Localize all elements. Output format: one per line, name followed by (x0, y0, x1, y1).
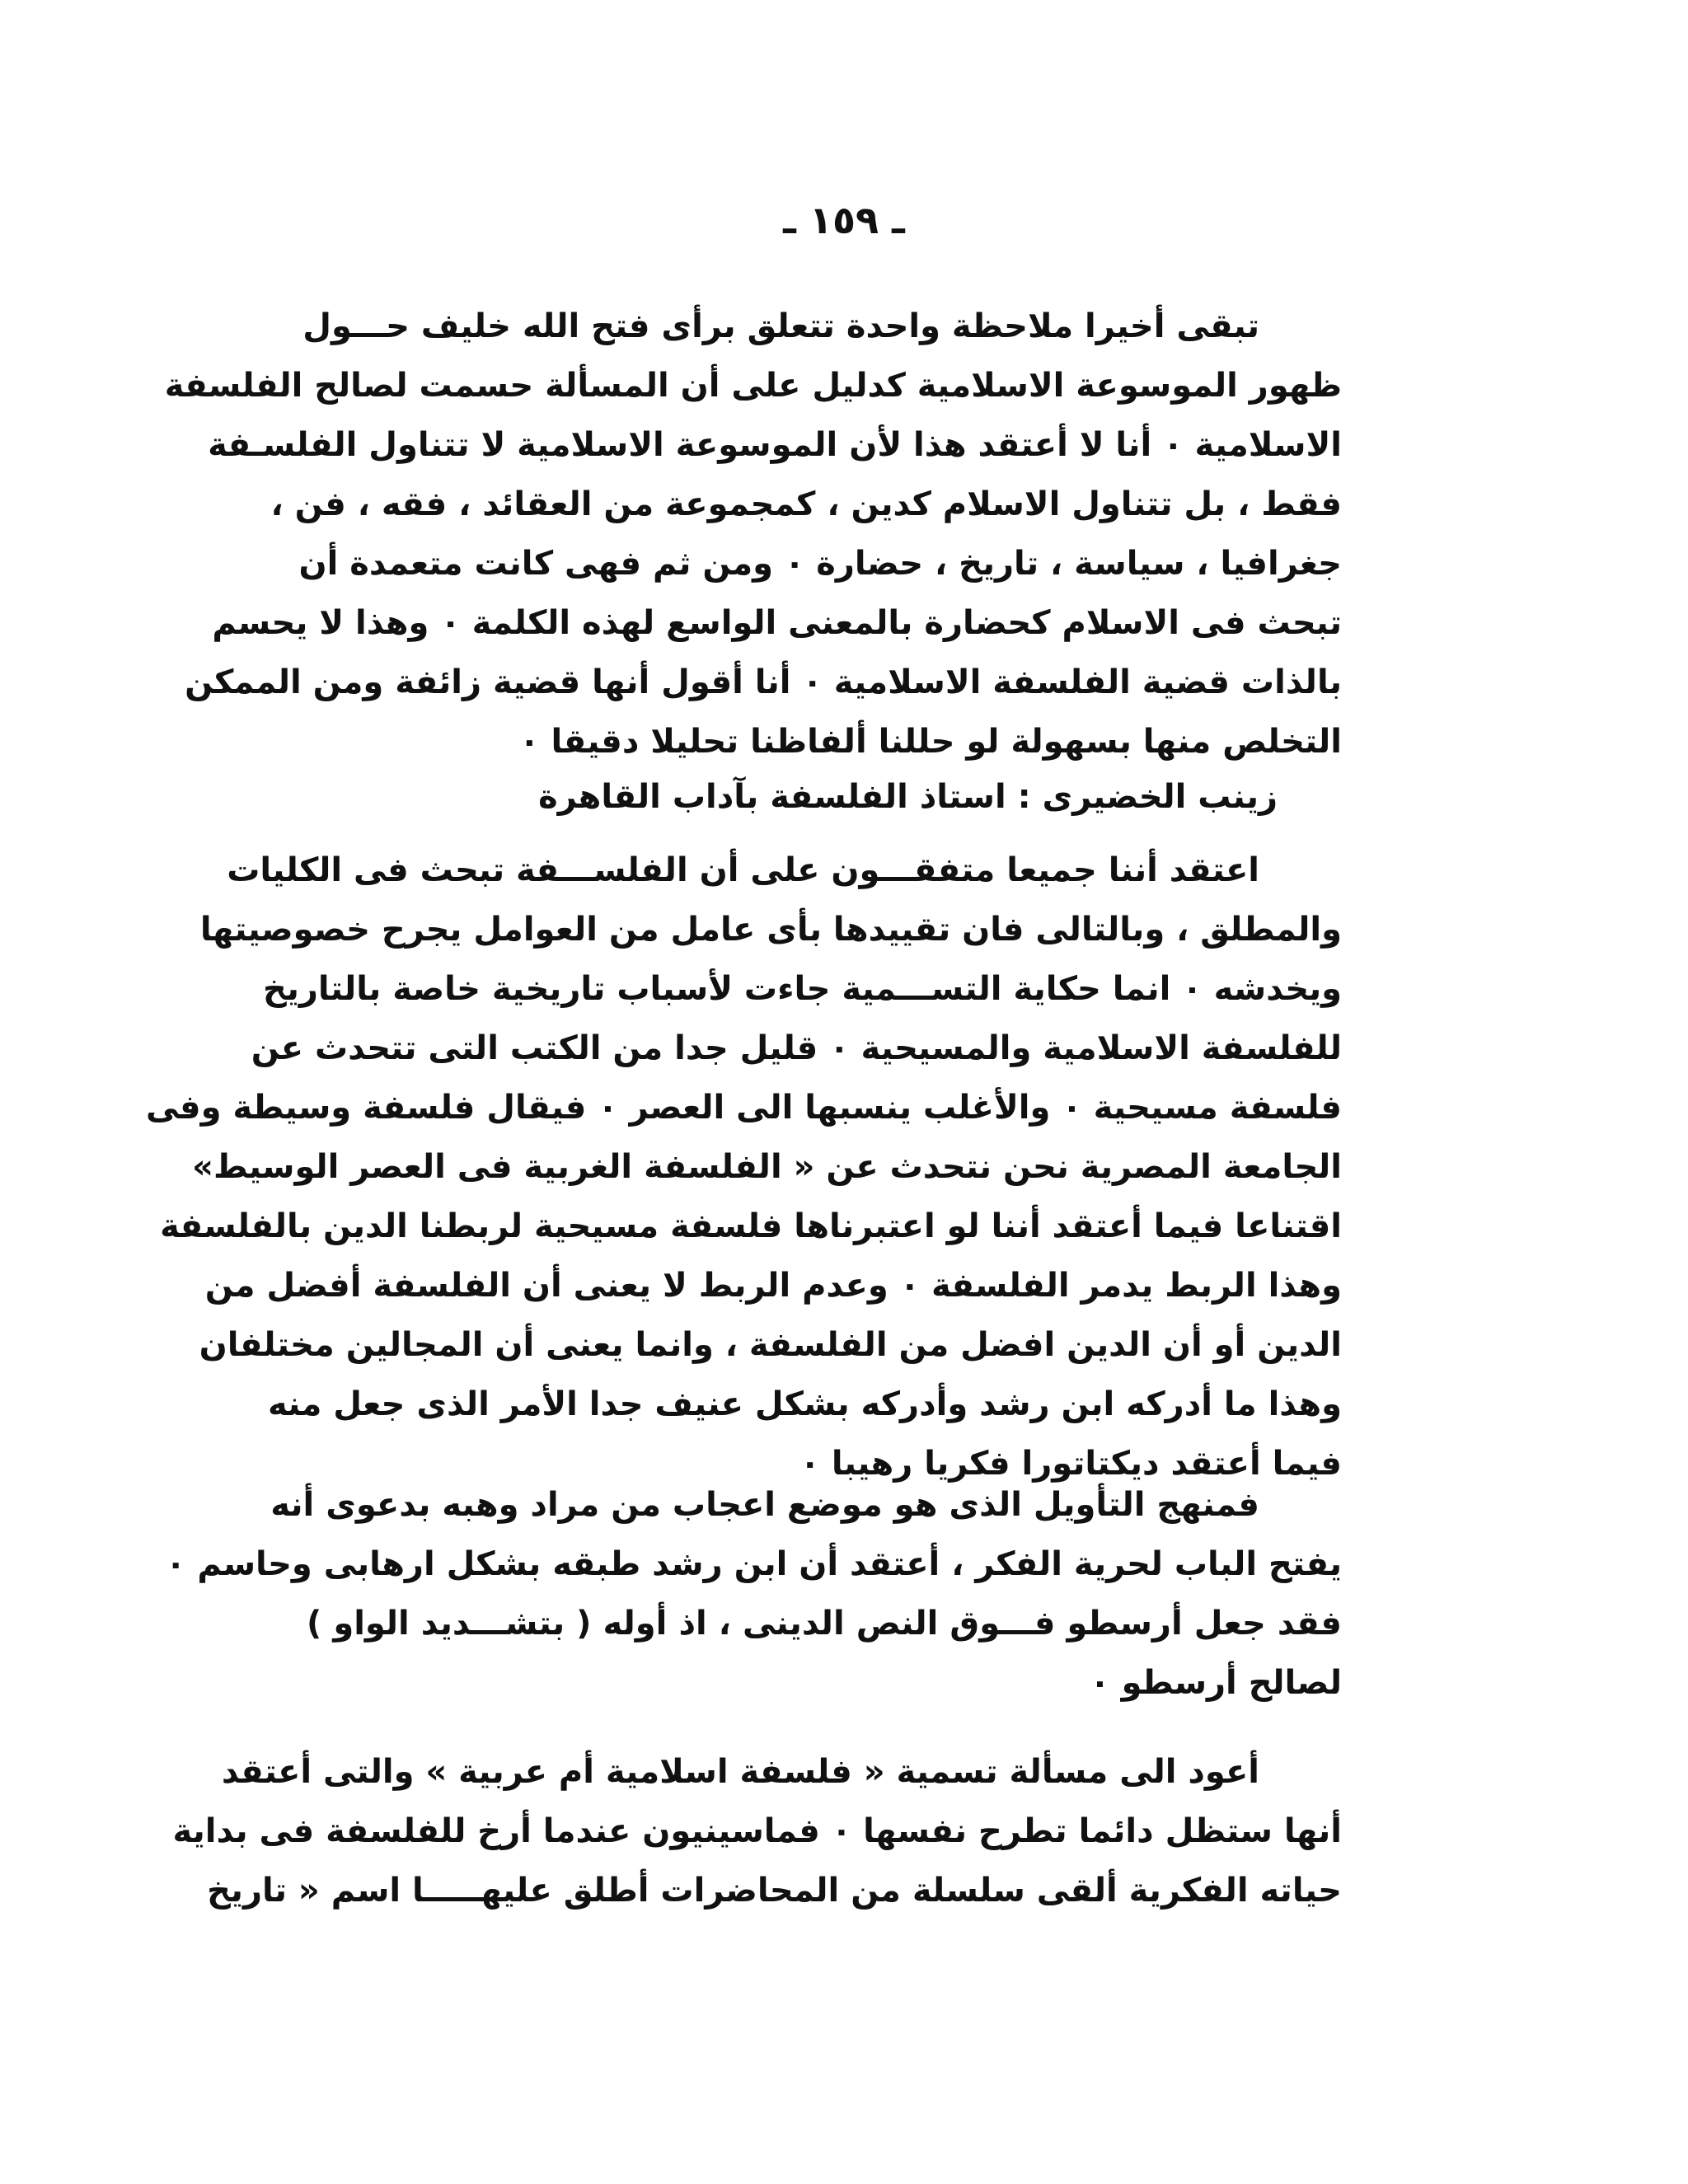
paragraph-line: فيما أعتقد ديكتاتورا فكريا رهيبا ٠ (799, 1445, 1342, 1483)
paragraph-line: يفتح الباب لحرية الفكر ، أعتقد أن ابن رشد طبقه بشكل ارهابى وحاسم ٠ (166, 1545, 1342, 1583)
paragraph-interpretation (166, 1475, 1342, 1713)
page-number: ـ ١٥٩ ـ (783, 198, 905, 242)
paragraph-line: للفلسفة الاسلامية والمسيحية ٠ قليل جدا من الكتب التى تتحدث عن (251, 1029, 1342, 1067)
speaker-heading: زينب الخضيرى : استاذ الفلسفة بآداب القاهرة (538, 778, 1278, 816)
paragraph-line: أنها ستظل دائما تطرح نفسها ٠ فماسينيون عندما أرخ للفلسفة فى بداية (172, 1812, 1342, 1850)
paragraph-line: فقط ، بل تتناول الاسلام كدين ، كمجموعة من العقائد ، فقه ، فن ، (270, 485, 1342, 523)
paragraph-line: اعتقد أننا جميعا متفقـــون على أن الفلســـفة تبحث فى الكليات (227, 851, 1259, 889)
paragraph-line: وهذا الربط يدمر الفلسفة ٠ وعدم الربط لا يعنى أن الفلسفة أفضل من (204, 1267, 1342, 1305)
paragraph-line: اقتناعا فيما أعتقد أننا لو اعتبرناها فلسفة مسيحية لربطنا الدين بالفلسفة (160, 1207, 1342, 1245)
paragraph-line: الدين أو أن الدين افضل من الفلسفة ، وانما يعنى أن المجالين مختلفان (199, 1326, 1342, 1364)
paragraph-line: فقد جعل أرسطو فـــوق النص الدينى ، اذ أوله ( بتشـــديد الواو ) (307, 1605, 1342, 1643)
paragraph-fathallah-remark (164, 297, 1342, 771)
paragraph-universals (145, 841, 1342, 1493)
paragraph-line: لصالح أرسطو ٠ (1090, 1664, 1342, 1702)
paragraph-line: تبحث فى الاسلام كحضارة بالمعنى الواسع لهذه الكلمة ٠ وهذا لا يحسم (212, 604, 1342, 642)
paragraph-line: تبقى أخيرا ملاحظة واحدة تتعلق برأى فتح الله خليف حـــول (302, 307, 1259, 345)
paragraph-line: أعود الى مسألة تسمية « فلسفة اسلامية أم عربية » والتى أعتقد (221, 1753, 1259, 1791)
paragraph-line: الجامعة المصرية نحن نتحدث عن « الفلسفة الغربية فى العصر الوسيط» (192, 1148, 1342, 1186)
paragraph-line: بالذات قضية الفلسفة الاسلامية ٠ أنا أقول أنها قضية زائفة ومن الممكن (185, 663, 1342, 701)
paragraph-line: والمطلق ، وبالتالى فان تقييدها بأى عامل من العوامل يجرح خصوصيتها (199, 911, 1342, 949)
paragraph-line: ظهور الموسوعة الاسلامية كدليل على أن المسألة حسمت لصالح الفلسفة (164, 367, 1342, 405)
paragraph-line: التخلص منها بسهولة لو حللنا ألفاظنا تحليلا دقيقا ٠ (519, 723, 1342, 761)
paragraph-line: فمنهج التأويل الذى هو موضع اعجاب من مراد وهبه بدعوى أنه (270, 1486, 1259, 1524)
paragraph-line: جغرافيا ، سياسة ، تاريخ ، حضارة ٠ ومن ثم فهى كانت متعمدة أن (298, 545, 1342, 583)
paragraph-naming-question (172, 1742, 1342, 1920)
paragraph-line: وهذا ما أدركه ابن رشد وأدركه بشكل عنيف جدا الأمر الذى جعل منه (268, 1385, 1342, 1423)
paragraph-line: فلسفة مسيحية ٠ والأغلب ينسبها الى العصر ٠ فيقال فلسفة وسيطة وفى (145, 1089, 1342, 1127)
paragraph-line: الاسلامية ٠ أنا لا أعتقد هذا لأن الموسوعة الاسلامية لا تتناول الفلسـفة (208, 426, 1342, 464)
paragraph-line: حياته الفكرية ألقى سلسلة من المحاضرات أطلق عليهـــــا اسم « تاريخ (207, 1872, 1342, 1910)
paragraph-line: ويخدشه ٠ انما حكاية التســـمية جاءت لأسباب تاريخية خاصة بالتاريخ (263, 970, 1342, 1008)
